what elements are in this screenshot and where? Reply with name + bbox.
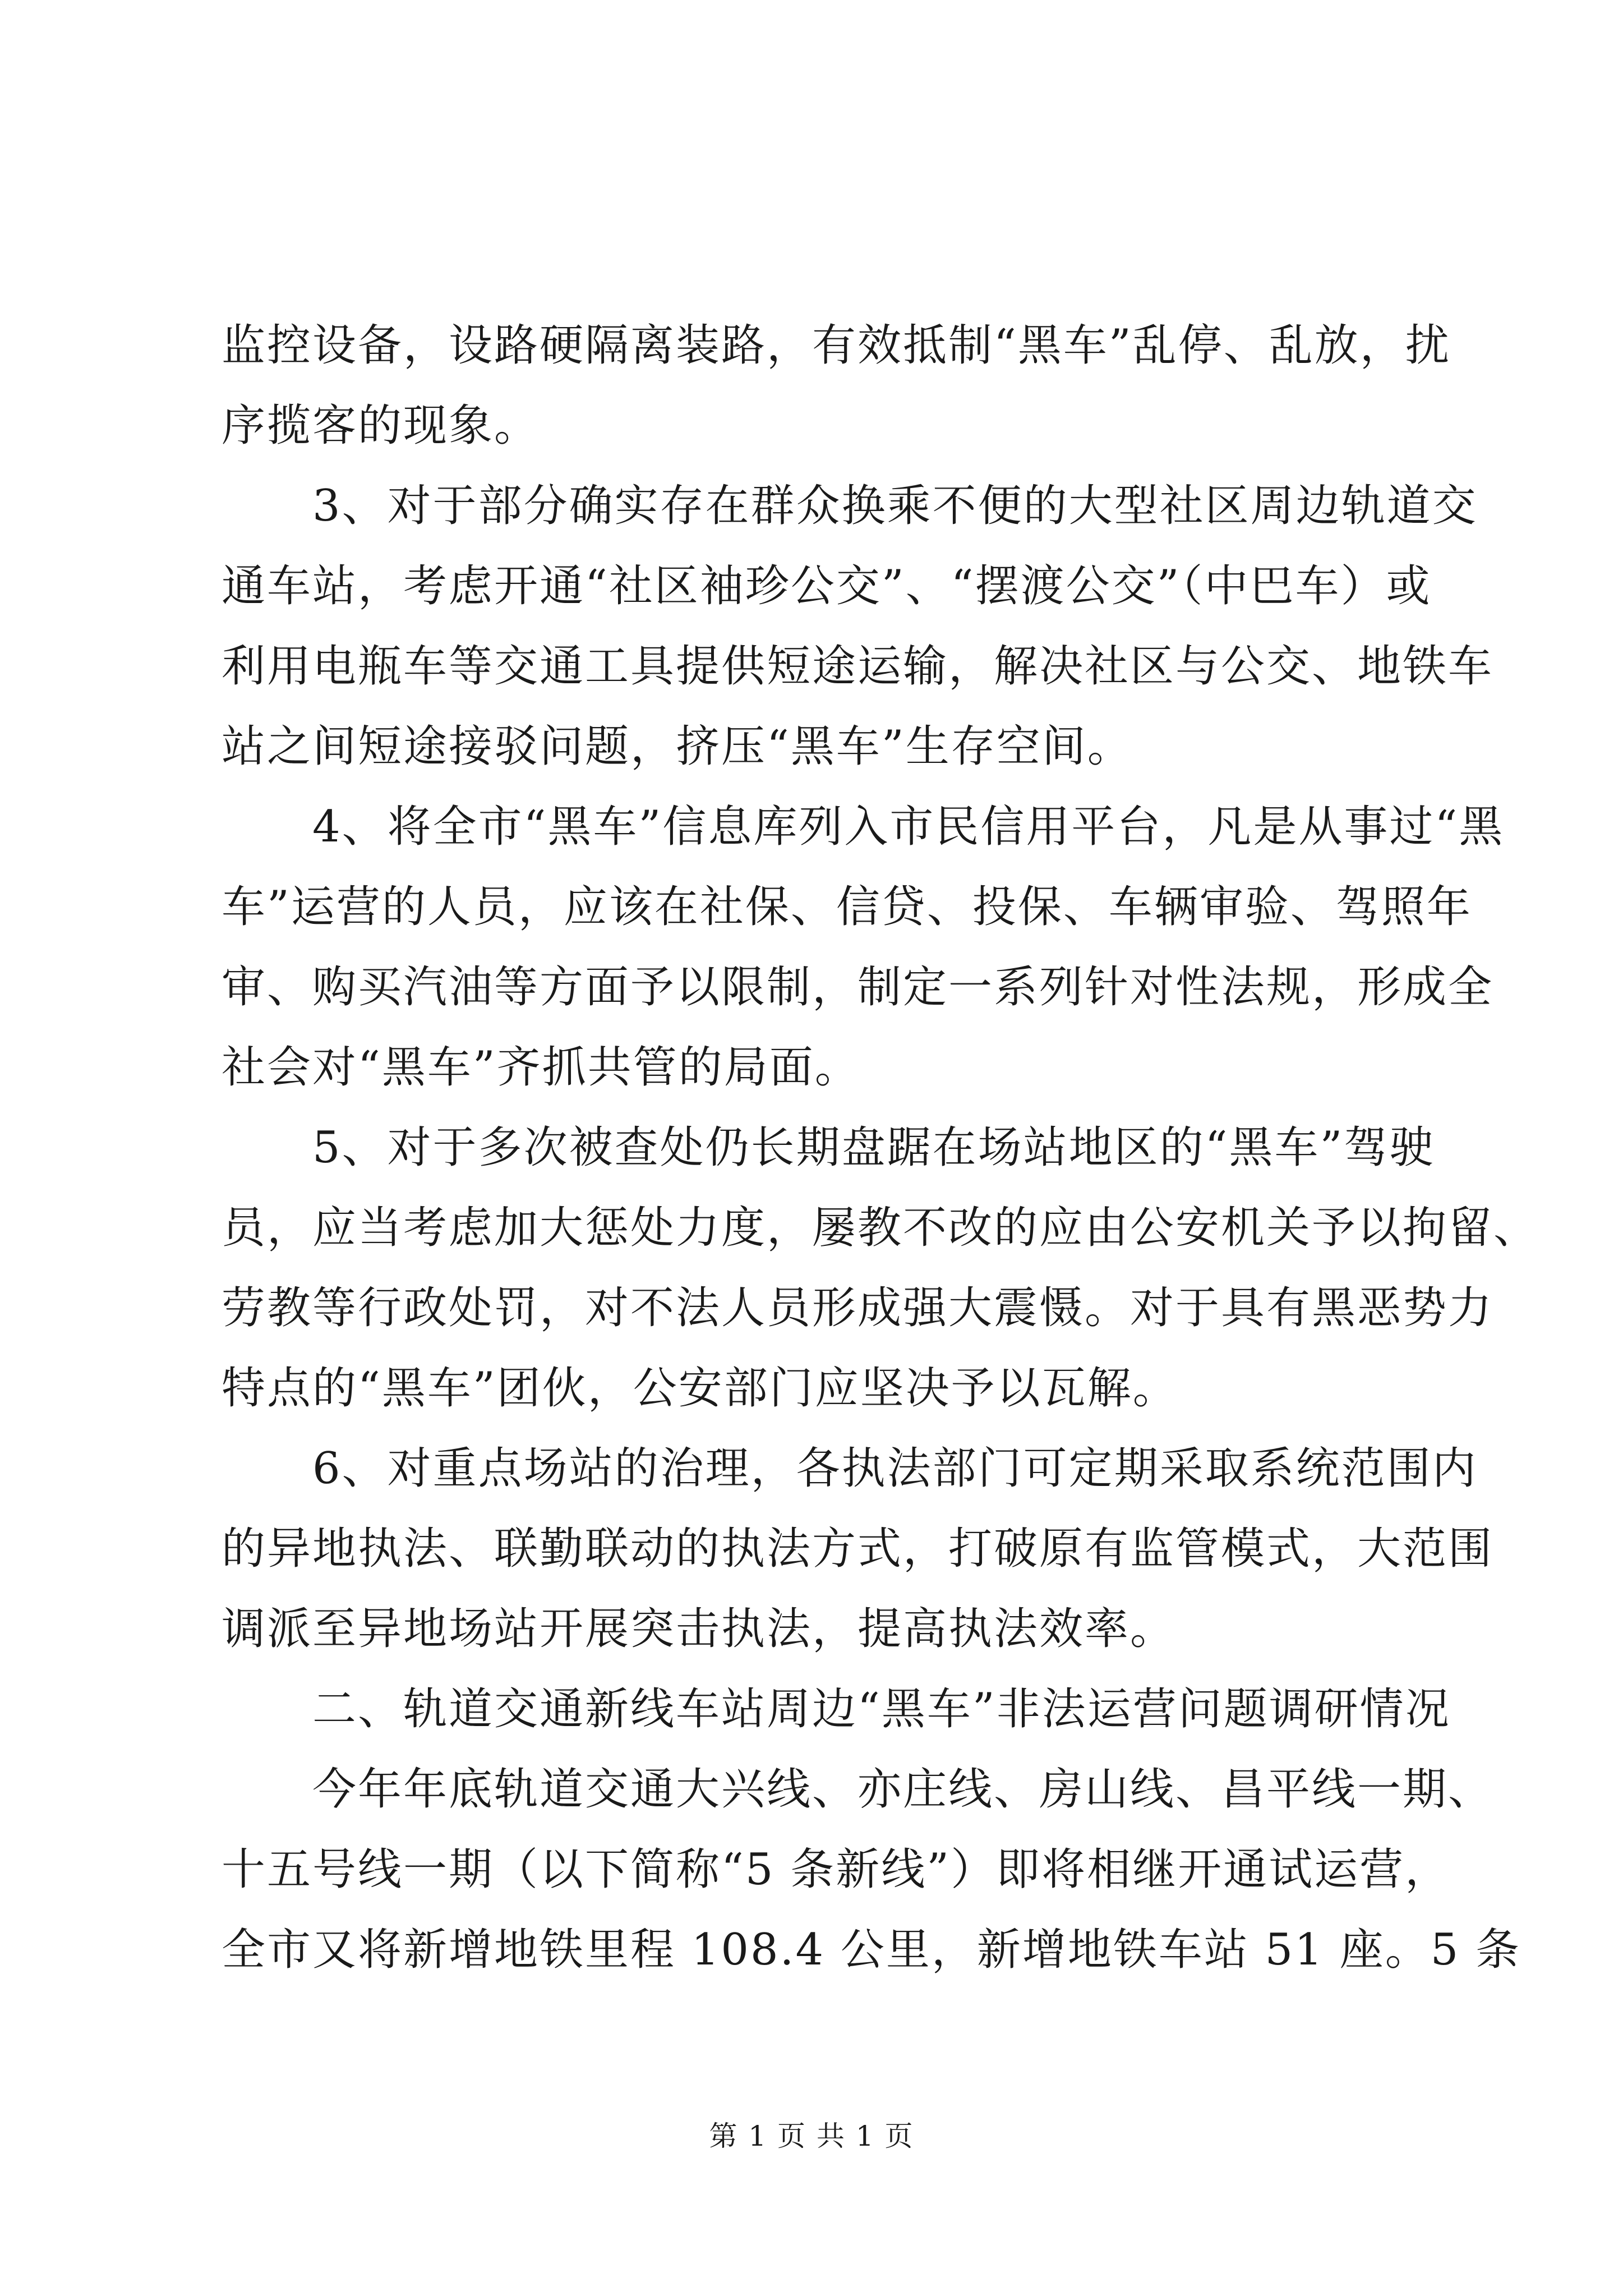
text-line: 利用电瓶车等交通工具提供短途运输，解决社区与公交、地铁车 [222,641,1494,692]
text-line: 4、将全市“黑车”信息库列入市民信用平台，凡是从事过“黑 [222,802,1505,852]
page-number-footer: 第 1 页 共 1 页 [709,2120,914,2152]
text-line: 站之间短途接驳问题，挤压“黑车”生存空间。 [222,721,1133,772]
text-line: 员，应当考虑加大惩处力度，屡教不改的应由公安机关予以拘留、 [222,1203,1539,1253]
text-line: 通车站，考虑开通“社区袖珍公交”、“摆渡公交”（中巴车）或 [222,561,1432,611]
text-line: 社会对“黑车”齐抓共管的局面。 [222,1042,860,1093]
text-line: 车”运营的人员，应该在社保、信贷、投保、车辆审验、驾照年 [222,882,1472,932]
text-line: 6、对重点场站的治理，各执法部门可定期采取系统范围内 [222,1443,1478,1494]
text-line: 十五号线一期（以下简称“5 条新线”）即将相继开通试运营， [222,1844,1451,1895]
text-line: 3、对于部分确实存在群众换乘不便的大型社区周边轨道交 [222,481,1478,531]
text-line: 今年年底轨道交通大兴线、亦庄线、房山线、昌平线一期、 [222,1764,1494,1815]
text-line: 特点的“黑车”团伙，公安部门应坚决予以瓦解。 [222,1363,1178,1414]
text-line: 5、对于多次被查处仍长期盘踞在场站地区的“黑车”驾驶 [222,1122,1435,1173]
document-body [222,306,1539,1990]
text-line: 的异地执法、联勤联动的执法方式，打破原有监管模式，大范围 [222,1524,1494,1574]
text-line: 监控设备，设路硬隔离装路，有效抵制“黑车”乱停、乱放，扰 [222,320,1451,371]
section-heading: 二、轨道交通新线车站周边“黑车”非法运营问题调研情况 [222,1684,1451,1734]
text-line: 全市又将新增地铁里程 108.4 公里，新增地铁车站 51 座。5 条 [222,1925,1521,1975]
text-line: 序揽客的现象。 [222,401,540,451]
text-line: 劳教等行政处罚，对不法人员形成强大震慑。对于具有黑恶势力 [222,1283,1494,1333]
text-line: 审、购买汽油等方面予以限制，制定一系列针对性法规，形成全 [222,962,1494,1013]
text-line: 调派至异地场站开展突击执法，提高执法效率。 [222,1604,1176,1654]
